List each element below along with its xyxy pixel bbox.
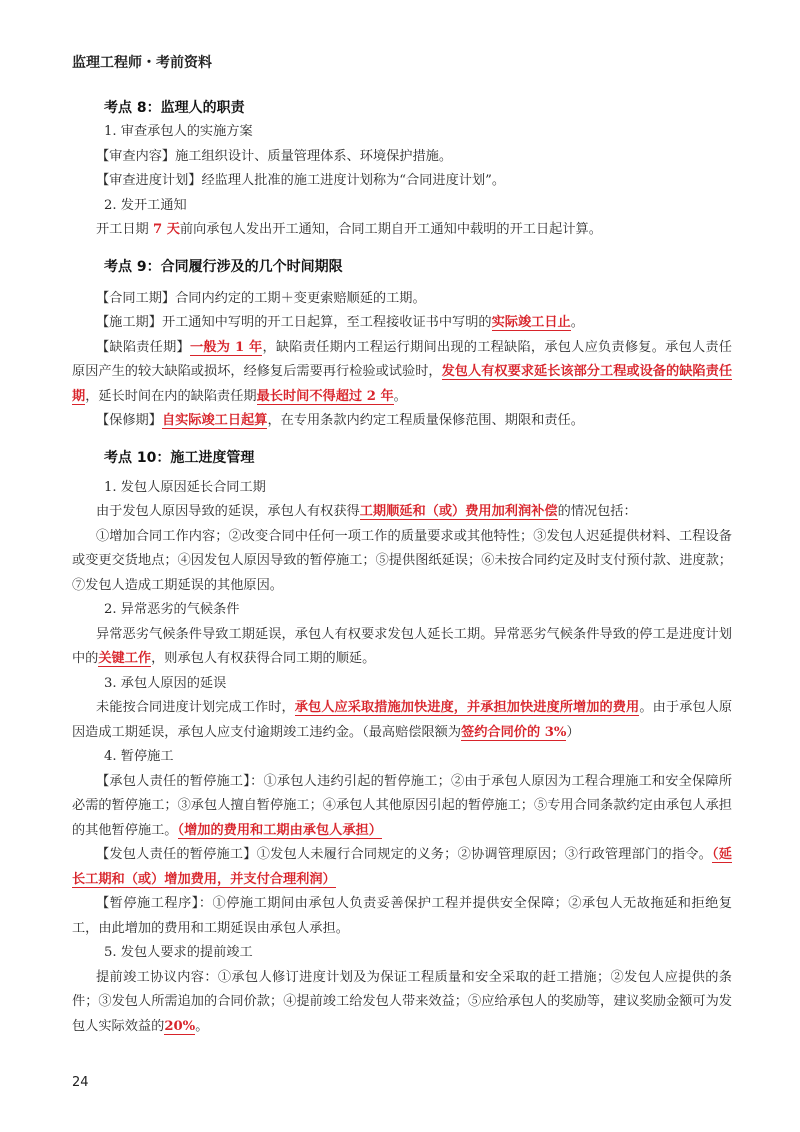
page-number: 24 (72, 1075, 89, 1090)
s8-para3 (72, 218, 732, 243)
s10-para6 (72, 892, 732, 941)
s8-p1-text: 施工组织设计、质量管理体系、环境保护措施。 (175, 148, 453, 164)
s10-p7-a: 提前竣工协议内容：①承包人修订进度计划及为保证工程质量和安全采取的赶工措施；②发包人应提供的条件；③发包人所需追加的合同价款；④提前竣工给发包人带来效益；⑤应给承包人的奖励等，建议奖励金额可为发包人实际效益的 (72, 969, 732, 1034)
s10-p3-a: 未能按合同进度计划完成工作时， (96, 700, 295, 715)
page-content (72, 96, 732, 1039)
s9-p2-label: 【施工期】 (96, 315, 162, 330)
s10-p1-b: 的情况包括： (557, 504, 637, 519)
s9-p3-highlight-3: 最长时间不得超过 2 年 (256, 388, 394, 404)
s9-p4-highlight: 自实际竣工日起算 (161, 413, 268, 428)
s10-p3-b: 。由于承包人原因造成工期延误，承包人应支付逾期竣工违约金。（最高赔偿限额为 (72, 700, 733, 740)
s10-para4 (72, 770, 732, 844)
s8-p3-b: 前向承包人发出开工通知，合同工期自开工通知中载明的开工日起计算。 (179, 222, 602, 237)
s8-para2 (72, 169, 732, 194)
s10-p3-highlight-1: 承包人应采取措施加快进度，并承担加快进度所增加的费用 (294, 700, 640, 715)
s9-p1-text: 合同内约定的工期＋变更索赔顺延的工期。 (175, 290, 426, 306)
s10-p4-text: ：①承包人违约引起的暂停施工；②由于承包人原因为工程合理施工和安全保障所必需的暂停施工；③承包人擅自暂停施工；④承包人其他原因引起的暂停施工；⑤专用合同条款约定由承包人承担的其他暂停施工。 (72, 773, 733, 838)
s10-p7-highlight: 20% (164, 1018, 196, 1034)
s8-p2-label: 【审查进度计划】 (96, 173, 202, 188)
s10-p4-label: 【承包人责任的暂停施工】 (96, 773, 251, 789)
s10-para7 (72, 966, 732, 1040)
s10-sub3: 3. 承包人原因的延误 (104, 675, 227, 691)
s10-p5-label: 【发包人责任的暂停施工】 (96, 847, 257, 862)
s9-para3 (72, 336, 732, 410)
s10-p2-a: 异常恶劣气候条件导致工期延误，承包人有权要求发包人延长工期。异常恶劣气候条件导致的停工是进度计划中的 (72, 626, 732, 666)
s10-p3-c: ） (566, 724, 580, 740)
s9-p3-b: ，延长时间在内的缺陷责任期 (85, 388, 257, 404)
s9-p2-end: 。 (570, 315, 584, 330)
s8-sub1: 1. 审查承包人的实施方案 (104, 124, 253, 139)
s10-p1-highlight: 工期顺延和（或）费用加利润补偿 (359, 504, 558, 519)
s9-p4-text: ，在专用条款内约定工程质量保修范围、期限和责任。 (267, 413, 584, 428)
s8-para1 (72, 145, 732, 170)
s9-p3-highlight-2: 发包人有权要求延长该部分工程或设备的缺陷责任期 (72, 364, 733, 404)
s9-p3-a: ，缺陷责任期内工程运行期间出现的工程缺陷，承包人应负责修复。承包人责任原因产生的较大缺陷或损坏，经修复后需要再行检验或试验时， (72, 339, 732, 379)
s10-p6-text: ：①停施工期间由承包人负责妥善保护工程并提供安全保障；②承包人无故拖延和拒绝复工，由此增加的费用和工期延误由承包人承担。 (72, 896, 733, 936)
s9-p3-highlight-1: 一般为 1 年 (189, 339, 263, 355)
s9-p3-c: 。 (393, 388, 407, 404)
running-header: 监理工程师・考前资料 (72, 55, 212, 71)
s10-para3 (72, 696, 732, 745)
s9-para2 (72, 311, 732, 336)
s9-p2-text: 开工通知中写明的开工日起算，至工程接收证书中写明的 (161, 315, 492, 330)
s10-p5-text: ①发包人未履行合同规定的义务；②协调管理原因；③行政管理部门的指令。 (256, 847, 713, 862)
s10-p7-end: 。 (195, 1018, 209, 1034)
s8-p3-highlight: 7 天 (152, 222, 180, 237)
s10-p3-highlight-2: 签约合同价的 3% (461, 724, 567, 740)
s10-para1-list: ①增加合同工作内容；②改变合同中任何一项工作的质量要求或其他特性；③发包人迟延提供材料、工程设备或变更交货地点；④因发包人原因导致的暂停施工；⑤提供图纸延误；⑥未按合同约定及时支付预付款、进度款；⑦发包人造成工期延误的其他原因。 (72, 528, 732, 593)
s10-p1-a: 由于发包人原因导致的延误，承包人有权获得 (96, 504, 360, 519)
s10-sub1: 1. 发包人原因延长合同工期 (104, 479, 266, 495)
section-10-title: 考点 10：施工进度管理 (104, 449, 255, 466)
s10-sub2: 2. 异常恶劣的气候条件 (104, 602, 240, 617)
s8-p2-text: 经监理人批准的施工进度计划称为“合同进度计划”。 (201, 173, 506, 188)
s10-p2-highlight: 关键工作 (98, 651, 152, 666)
s9-p4-label: 【保修期】 (96, 413, 162, 428)
s10-sub5: 5. 发包人要求的提前竣工 (104, 945, 253, 960)
s8-sub2: 2. 发开工通知 (104, 197, 187, 213)
s9-para4 (72, 409, 732, 434)
section-9-title: 考点 9：合同履行涉及的几个时间期限 (104, 258, 343, 275)
s10-p5-highlight: （延长工期和（或）增加费用，并支付合理利润） (72, 847, 732, 887)
s9-p3-label: 【缺陷责任期】 (96, 339, 190, 355)
s10-para2 (72, 623, 732, 672)
s9-p1-label: 【合同工期】 (96, 290, 176, 306)
s8-p1-label: 【审查内容】 (96, 148, 176, 164)
s10-p2-b: ，则承包人有权获得合同工期的顺延。 (151, 651, 376, 666)
s10-para1 (72, 500, 732, 525)
s10-para5 (72, 843, 732, 892)
section-8-title: 考点 8：监理人的职责 (104, 100, 245, 116)
s9-para1 (72, 287, 732, 312)
s10-p4-highlight: （增加的费用和工期由承包人承担） (177, 822, 382, 838)
s8-p3-a: 开工日期 (96, 222, 153, 237)
s9-p2-highlight: 实际竣工日止 (491, 315, 571, 330)
s10-p6-label: 【暂停施工程序】 (96, 896, 199, 911)
s10-sub4: 4. 暂停施工 (104, 749, 174, 764)
